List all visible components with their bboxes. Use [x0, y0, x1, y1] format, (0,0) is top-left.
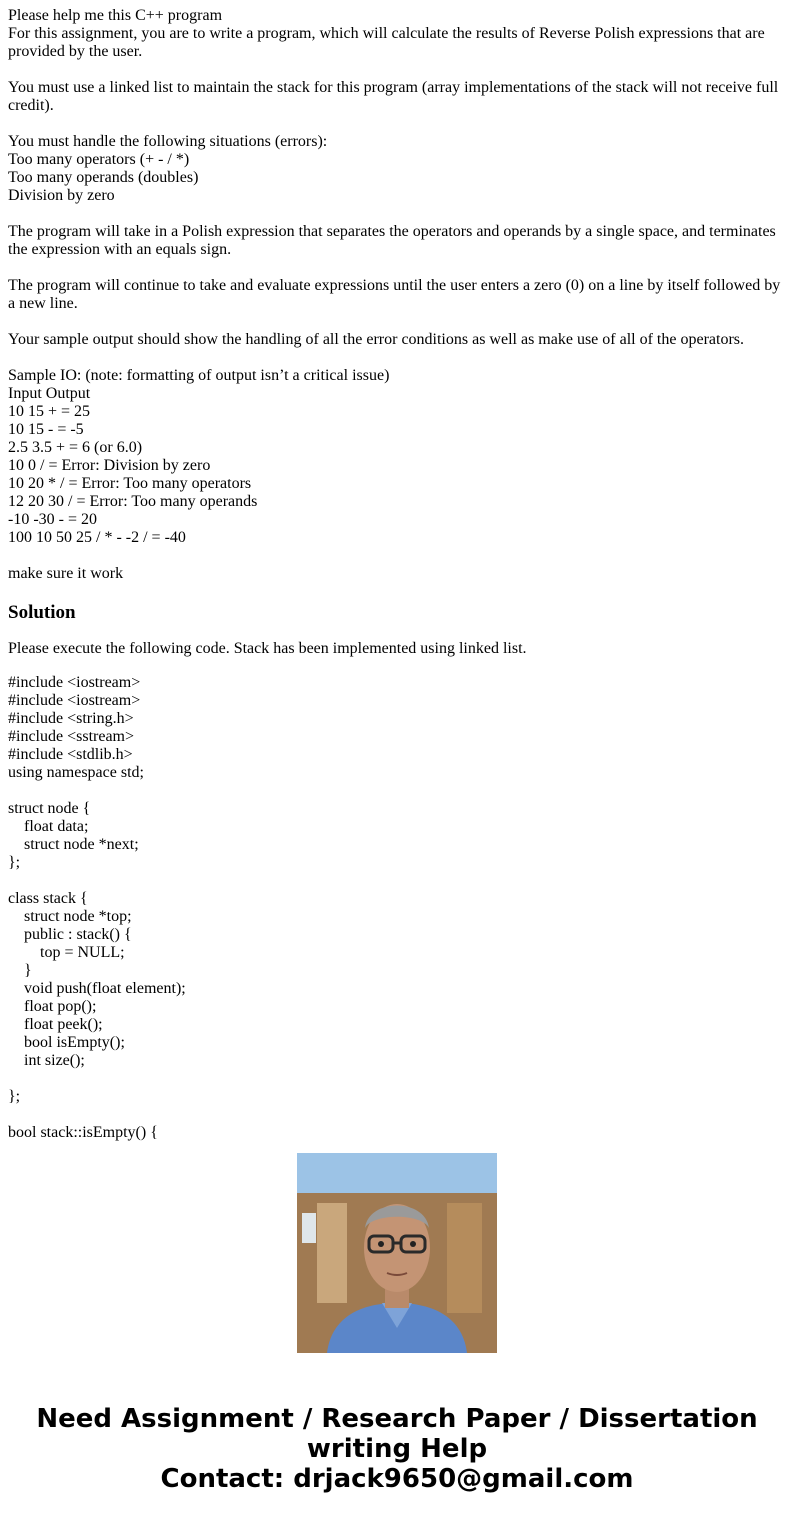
- promo-contact: Contact: drjack9650@gmail.com: [160, 1464, 634, 1494]
- question-paragraph: For this assignment, you are to write a program, which will calculate the results of Reverse Polish expressions that are provided by the user.: [8, 25, 765, 60]
- code-line: #include <stdlib.h>: [8, 746, 133, 763]
- code-line: struct node *next;: [8, 836, 139, 853]
- code-line: };: [8, 854, 21, 871]
- sample-header: Sample IO: (note: formatting of output isn’t a critical issue): [8, 367, 390, 384]
- code-line: #include <string.h>: [8, 710, 134, 727]
- code-line: float data;: [8, 818, 89, 835]
- code-line: class stack {: [8, 890, 88, 907]
- code-line: [8, 1070, 786, 1088]
- code-line: [8, 1106, 786, 1124]
- code-line: [8, 782, 786, 800]
- code-block: [8, 674, 786, 1141]
- sample-line: 10 20 * / = Error: Too many operators: [8, 475, 252, 492]
- code-line: top = NULL;: [8, 944, 125, 961]
- sample-line: -10 -30 - = 20: [8, 511, 98, 528]
- promo-banner: [0, 1404, 794, 1494]
- closing-note: make sure it work: [8, 565, 124, 582]
- code-line: #include <sstream>: [8, 728, 135, 745]
- sample-line: 10 15 + = 25: [8, 403, 91, 420]
- sample-line: 100 10 50 25 / * - -2 / = -40: [8, 529, 186, 546]
- solution-heading: Solution: [8, 602, 76, 623]
- code-line: int size();: [8, 1052, 85, 1069]
- author-photo: [297, 1153, 497, 1353]
- solution-intro: Please execute the following code. Stack has been implemented using linked list.: [8, 640, 527, 657]
- code-line: [8, 872, 786, 890]
- code-line: #include <iostream>: [8, 674, 141, 691]
- code-line: void push(float element);: [8, 980, 186, 997]
- code-line: #include <iostream>: [8, 692, 141, 709]
- sample-line: 10 0 / = Error: Division by zero: [8, 457, 211, 474]
- code-line: struct node {: [8, 800, 91, 817]
- code-line: public : stack() {: [8, 926, 132, 943]
- errors-intro: You must handle the following situations (errors):: [8, 133, 328, 150]
- sample-line: 2.5 3.5 + = 6 (or 6.0): [8, 439, 143, 456]
- io-header: Input Output: [8, 385, 91, 402]
- question-paragraph: Your sample output should show the handling of all the error conditions as well as make use of all of the operators.: [8, 331, 745, 348]
- error-item: Division by zero: [8, 187, 115, 204]
- question-section: [8, 7, 786, 658]
- promo-line: Need Assignment / Research Paper / Dissertation: [36, 1404, 758, 1434]
- sample-line: 12 20 30 / = Error: Too many operands: [8, 493, 258, 510]
- code-line: using namespace std;: [8, 764, 144, 781]
- code-line: }: [8, 962, 32, 979]
- code-line: struct node *top;: [8, 908, 132, 925]
- error-item: Too many operators (+ - / *): [8, 151, 190, 168]
- promo-line: writing Help: [306, 1434, 488, 1464]
- sample-line: 10 15 - = -5: [8, 421, 84, 438]
- code-line: bool isEmpty();: [8, 1034, 125, 1051]
- question-paragraph: The program will take in a Polish expression that separates the operators and operands by a single space, and terminates the expression with an equals sign.: [8, 223, 776, 258]
- error-item: Too many operands (doubles): [8, 169, 199, 186]
- person-portrait-icon: [297, 1153, 497, 1353]
- question-title: Please help me this C++ program: [8, 7, 223, 24]
- code-line: float peek();: [8, 1016, 103, 1033]
- question-paragraph: You must use a linked list to maintain the stack for this program (array implementations of the stack will not receive full credit).: [8, 79, 779, 114]
- code-line: };: [8, 1088, 21, 1105]
- code-line: bool stack::isEmpty() {: [8, 1124, 158, 1141]
- code-line: float pop();: [8, 998, 97, 1015]
- question-paragraph: The program will continue to take and evaluate expressions until the user enters a zero (0) on a line by itself followed by a new line.: [8, 277, 781, 312]
